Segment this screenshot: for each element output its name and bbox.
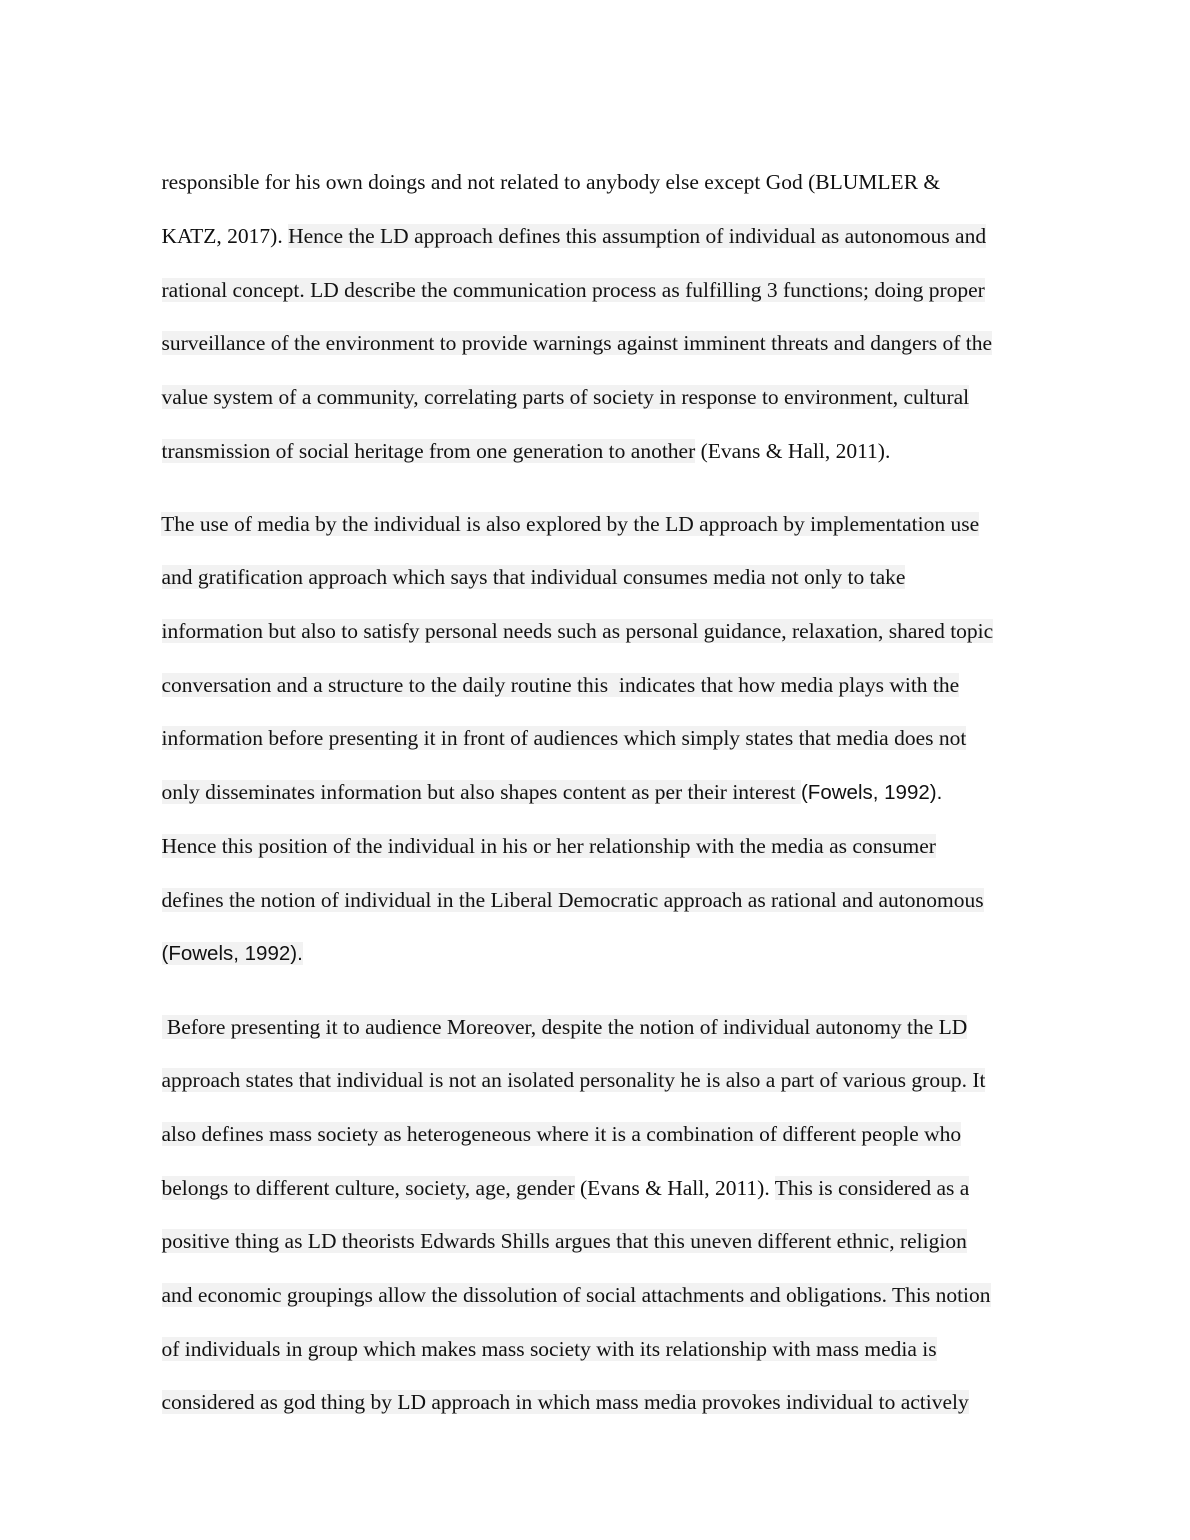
- text-run: responsible for his own doings and not related to anybody else except God (BLUMLER &: [161, 170, 941, 194]
- citation: (Evans & Hall, 2011).: [574, 1176, 775, 1200]
- text-line: [140, 1199, 967, 1253]
- highlighted-text-run: The use of media by the individual is also explored by the LD approach by implementation use: [161, 512, 980, 536]
- text-line: [140, 643, 960, 697]
- highlighted-text-run: surveillance of the environment to provide warnings against imminent threats and dangers of the: [161, 331, 993, 355]
- citation: (Fowels, 1992).: [800, 781, 943, 804]
- text-line: [140, 1253, 991, 1307]
- highlighted-text-run: and gratification approach which says that individual consumes media not only to take: [161, 565, 906, 589]
- highlighted-text-run: conversation and a structure to the daily routine this indicates that how media plays with the: [161, 673, 960, 697]
- highlighted-text-run: This is considered as a: [774, 1176, 970, 1200]
- highlighted-text-run: only disseminates information but also shapes content as per their interest: [161, 780, 801, 804]
- highlighted-text-run: transmission of social heritage from one generation to another: [161, 439, 696, 463]
- highlighted-text-run: information but also to satisfy personal needs such as personal guidance, relaxation, shared topic: [161, 619, 994, 643]
- text-line: [140, 535, 906, 589]
- highlighted-text-run: information before presenting it in front of audiences which simply states that media does not: [161, 726, 967, 750]
- highlighted-text-run: defines the notion of individual in the Liberal Democratic approach as rational and autonomous: [161, 888, 984, 912]
- highlighted-text-run: Hence the LD approach defines this assumption of individual as autonomous and: [288, 224, 987, 248]
- text-line: [140, 301, 993, 355]
- text-line: [140, 140, 941, 194]
- text-line: [140, 355, 970, 409]
- text-line: [140, 1146, 970, 1200]
- text-line: [140, 194, 987, 248]
- text-line: [140, 1038, 986, 1092]
- text-line: [140, 409, 891, 463]
- highlighted-text-run: of individuals in group which makes mass society with its relationship with mass media is: [161, 1337, 937, 1361]
- highlighted-text-run: considered as god thing by LD approach in which mass media provokes individual to actively: [161, 1390, 969, 1414]
- citation: (Fowels, 1992).: [161, 942, 303, 965]
- highlighted-text-run: and economic groupings allow the dissolution of social attachments and obligations. This notion: [161, 1283, 991, 1307]
- text-line: [140, 750, 943, 804]
- highlighted-text-run: Before presenting it to audience Moreover, despite the notion of individual autonomy the LD: [161, 1015, 968, 1039]
- text-line: [140, 804, 936, 858]
- highlighted-text-run: rational concept. LD describe the communication process as fulfilling 3 functions; doing proper: [161, 278, 985, 302]
- text-line: [140, 911, 303, 965]
- highlighted-text-run: also defines mass society as heterogeneous where it is a combination of different people who: [161, 1122, 962, 1146]
- citation: (Evans & Hall, 2011).: [695, 439, 891, 463]
- highlighted-text-run: Hence this position of the individual in his or her relationship with the media as consumer: [161, 834, 936, 858]
- text-line: [140, 985, 968, 1039]
- highlighted-text-run: approach states that individual is not an isolated personality he is also a part of various group. It: [161, 1068, 986, 1092]
- highlighted-text-run: value system of a community, correlating parts of society in response to environment, cultural: [161, 385, 970, 409]
- highlighted-text-run: belongs to different culture, society, age, gender: [161, 1176, 575, 1200]
- text-line: [140, 1092, 962, 1146]
- text-line: [140, 589, 994, 643]
- text-run: KATZ, 2017).: [161, 224, 289, 248]
- text-line: [140, 696, 967, 750]
- text-line: [140, 858, 984, 912]
- highlighted-text-run: positive thing as LD theorists Edwards Shills argues that this uneven different ethnic, religion: [161, 1229, 967, 1253]
- text-line: [140, 482, 980, 536]
- text-line: [140, 1360, 969, 1414]
- text-line: [140, 1307, 937, 1361]
- text-line: [140, 248, 985, 302]
